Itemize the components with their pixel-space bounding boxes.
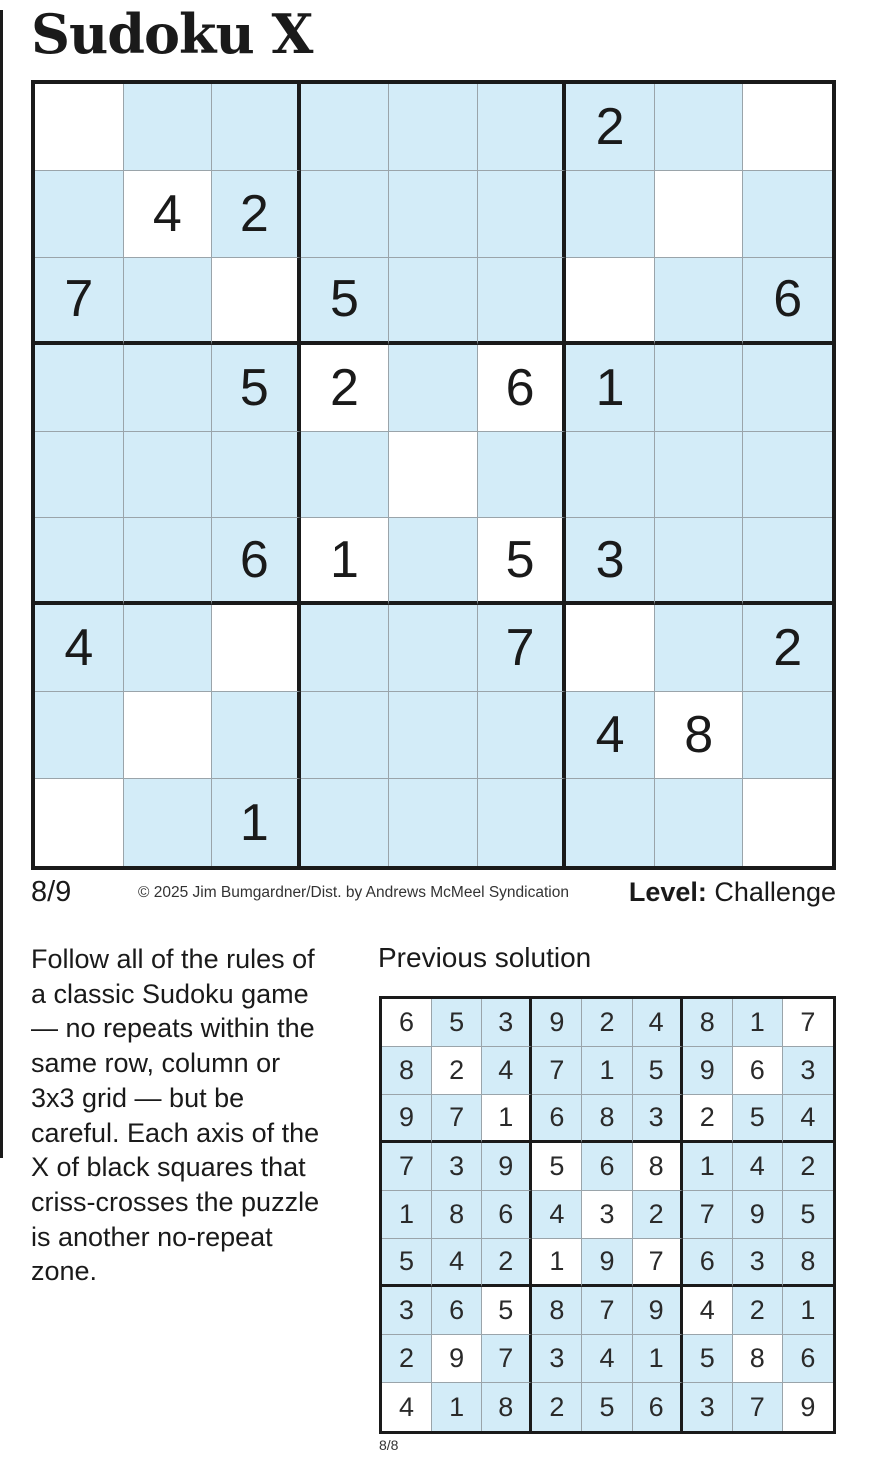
left-rule [0,10,3,1158]
solution-cell: 2 [432,1047,482,1095]
solution-cell: 9 [783,1383,833,1431]
solution-cell: 5 [482,1287,532,1335]
solution-cell: 6 [582,1143,632,1191]
puzzle-cell[interactable]: 2 [566,84,655,171]
solution-cell: 4 [783,1095,833,1143]
puzzle-cell[interactable] [743,779,832,866]
puzzle-cell[interactable] [212,692,301,779]
puzzle-cell[interactable] [566,605,655,692]
puzzle-cell[interactable] [743,171,832,258]
puzzle-cell[interactable] [389,84,478,171]
solution-cell: 4 [683,1287,733,1335]
puzzle-cell[interactable] [743,84,832,171]
puzzle-cell[interactable] [35,171,124,258]
puzzle-cell[interactable] [389,171,478,258]
solution-cell: 9 [733,1191,783,1239]
puzzle-cell[interactable] [566,779,655,866]
puzzle-cell[interactable] [301,84,390,171]
puzzle-cell[interactable]: 6 [743,258,832,345]
solution-cell: 5 [532,1143,582,1191]
solution-cell: 9 [633,1287,683,1335]
puzzle-cell[interactable]: 4 [35,605,124,692]
puzzle-cell[interactable]: 4 [566,692,655,779]
solution-cell: 7 [482,1335,532,1383]
previous-solution-date: 8/8 [379,1437,399,1453]
solution-cell: 3 [733,1239,783,1287]
solution-cell: 7 [633,1239,683,1287]
solution-cell: 4 [582,1335,632,1383]
puzzle-cell[interactable]: 6 [478,345,567,432]
puzzle-cell[interactable] [478,432,567,519]
solution-cell: 1 [733,999,783,1047]
solution-cell: 3 [532,1335,582,1383]
puzzle-cell[interactable] [655,518,744,605]
solution-cell: 9 [382,1095,432,1143]
puzzle-cell[interactable]: 1 [301,518,390,605]
solution-cell: 1 [783,1287,833,1335]
instructions-text: Follow all of the rules of a classic Sudoku game — no repeats within the same row, column or 3x3 grid — but be careful. Each axis of the X of black squares that criss-crosses the puzzle is another no-repeat zone. [31,944,320,1287]
solution-cell: 7 [532,1047,582,1095]
solution-cell: 2 [582,999,632,1047]
solution-cell: 2 [783,1143,833,1191]
solution-cell: 2 [683,1095,733,1143]
puzzle-cell[interactable] [124,84,213,171]
solution-cell: 5 [633,1047,683,1095]
solution-cell: 8 [783,1239,833,1287]
solution-cell: 8 [432,1191,482,1239]
solution-cell: 7 [382,1143,432,1191]
puzzle-cell[interactable] [743,518,832,605]
solution-cell: 1 [532,1239,582,1287]
puzzle-cell[interactable]: 5 [478,518,567,605]
puzzle-grid [31,80,836,870]
solution-cell: 6 [783,1335,833,1383]
solution-cell: 7 [432,1095,482,1143]
solution-cell: 4 [532,1191,582,1239]
puzzle-cell[interactable] [212,258,301,345]
puzzle-cell[interactable]: 6 [212,518,301,605]
puzzle-cell[interactable] [478,171,567,258]
puzzle-cell[interactable] [301,779,390,866]
solution-cell: 8 [382,1047,432,1095]
solution-cell: 3 [482,999,532,1047]
solution-cell: 9 [582,1239,632,1287]
puzzle-cell[interactable] [35,432,124,519]
puzzle-cell[interactable] [124,258,213,345]
solution-cell: 8 [532,1287,582,1335]
puzzle-cell[interactable] [389,345,478,432]
solution-cell: 2 [382,1335,432,1383]
puzzle-cell[interactable]: 3 [566,518,655,605]
solution-cell: 2 [482,1239,532,1287]
puzzle-cell[interactable] [35,84,124,171]
puzzle-date: 8/9 [31,876,72,908]
puzzle-cell[interactable] [478,258,567,345]
puzzle-cell[interactable] [655,432,744,519]
puzzle-cell[interactable] [389,432,478,519]
puzzle-cell[interactable]: 2 [743,605,832,692]
puzzle-cell[interactable] [301,171,390,258]
puzzle-cell[interactable] [35,345,124,432]
puzzle-cell[interactable]: 2 [301,345,390,432]
solution-cell: 3 [432,1143,482,1191]
solution-cell: 6 [733,1047,783,1095]
difficulty-level [629,877,836,908]
solution-cell: 8 [582,1095,632,1143]
solution-cell: 6 [683,1239,733,1287]
puzzle-cell[interactable]: 2 [212,171,301,258]
puzzle-cell[interactable]: 5 [301,258,390,345]
solution-cell: 5 [582,1383,632,1431]
puzzle-cell[interactable] [35,779,124,866]
solution-cell: 7 [683,1191,733,1239]
solution-cell: 5 [733,1095,783,1143]
puzzle-cell[interactable] [566,171,655,258]
puzzle-cell[interactable] [743,432,832,519]
puzzle-cell[interactable] [389,779,478,866]
puzzle-cell[interactable] [212,432,301,519]
solution-cell: 5 [783,1191,833,1239]
solution-cell: 7 [582,1287,632,1335]
solution-cell: 5 [382,1239,432,1287]
puzzle-cell[interactable]: 1 [566,345,655,432]
solution-cell: 1 [432,1383,482,1431]
puzzle-cell[interactable] [389,605,478,692]
solution-cell: 9 [683,1047,733,1095]
solution-cell: 8 [683,999,733,1047]
puzzle-cell[interactable]: 7 [35,258,124,345]
solution-cell: 7 [783,999,833,1047]
solution-cell: 4 [482,1047,532,1095]
puzzle-cell[interactable] [35,692,124,779]
previous-solution-heading: Previous solution [378,942,592,973]
solution-cell: 3 [582,1191,632,1239]
puzzle-cell[interactable] [566,432,655,519]
solution-cell: 8 [482,1383,532,1431]
puzzle-cell[interactable] [655,84,744,171]
puzzle-cell[interactable]: 8 [655,692,744,779]
solution-cell: 6 [382,999,432,1047]
puzzle-cell[interactable] [124,779,213,866]
puzzle-cell[interactable] [301,432,390,519]
solution-cell: 6 [432,1287,482,1335]
solution-cell: 8 [733,1335,783,1383]
page-title: Sudoku X [31,2,313,66]
level-value: Challenge [714,877,836,907]
puzzle-cell[interactable] [389,692,478,779]
solution-cell: 7 [733,1383,783,1431]
puzzle-cell[interactable] [389,518,478,605]
puzzle-cell[interactable] [655,171,744,258]
puzzle-cell[interactable] [212,605,301,692]
solution-cell: 9 [432,1335,482,1383]
solution-cell: 3 [683,1383,733,1431]
puzzle-cell[interactable] [124,432,213,519]
solution-cell: 9 [482,1143,532,1191]
puzzle-cell[interactable] [655,779,744,866]
puzzle-cell[interactable] [212,84,301,171]
puzzle-cell[interactable] [124,518,213,605]
previous-solution-grid [379,996,836,1434]
solution-cell: 3 [633,1095,683,1143]
puzzle-cell[interactable]: 4 [124,171,213,258]
solution-cell: 2 [633,1191,683,1239]
puzzle-cell[interactable] [301,605,390,692]
puzzle-cell[interactable]: 5 [212,345,301,432]
solution-cell: 3 [783,1047,833,1095]
solution-cell: 4 [633,999,683,1047]
puzzle-cell[interactable] [124,605,213,692]
puzzle-cell[interactable] [655,605,744,692]
puzzle-cell[interactable] [743,692,832,779]
puzzle-cell[interactable]: 1 [212,779,301,866]
solution-cell: 6 [633,1383,683,1431]
puzzle-cell[interactable] [478,84,567,171]
puzzle-cell[interactable] [35,518,124,605]
solution-cell: 8 [633,1143,683,1191]
solution-cell: 4 [432,1239,482,1287]
copyright-notice: © 2025 Jim Bumgardner/Dist. by Andrews McMeel Syndication [138,884,569,901]
puzzle-cell[interactable] [124,345,213,432]
puzzle-cell[interactable] [743,345,832,432]
puzzle-cell[interactable] [655,258,744,345]
solution-cell: 1 [582,1047,632,1095]
solution-cell: 5 [432,999,482,1047]
solution-cell: 6 [482,1191,532,1239]
solution-cell: 2 [733,1287,783,1335]
puzzle-cell[interactable] [389,258,478,345]
puzzle-cell[interactable] [478,779,567,866]
solution-cell: 5 [683,1335,733,1383]
puzzle-cell[interactable] [478,692,567,779]
puzzle-cell[interactable]: 7 [478,605,567,692]
puzzle-cell[interactable] [301,692,390,779]
solution-cell: 1 [382,1191,432,1239]
solution-cell: 3 [382,1287,432,1335]
solution-cell: 9 [532,999,582,1047]
puzzle-cell[interactable] [655,345,744,432]
puzzle-cell[interactable] [124,692,213,779]
solution-cell: 2 [532,1383,582,1431]
solution-cell: 6 [532,1095,582,1143]
puzzle-cell[interactable] [566,258,655,345]
solution-cell: 1 [683,1143,733,1191]
level-label: Level: [628,877,707,907]
solution-cell: 1 [633,1335,683,1383]
solution-cell: 4 [382,1383,432,1431]
solution-cell: 4 [733,1143,783,1191]
solution-cell: 1 [482,1095,532,1143]
